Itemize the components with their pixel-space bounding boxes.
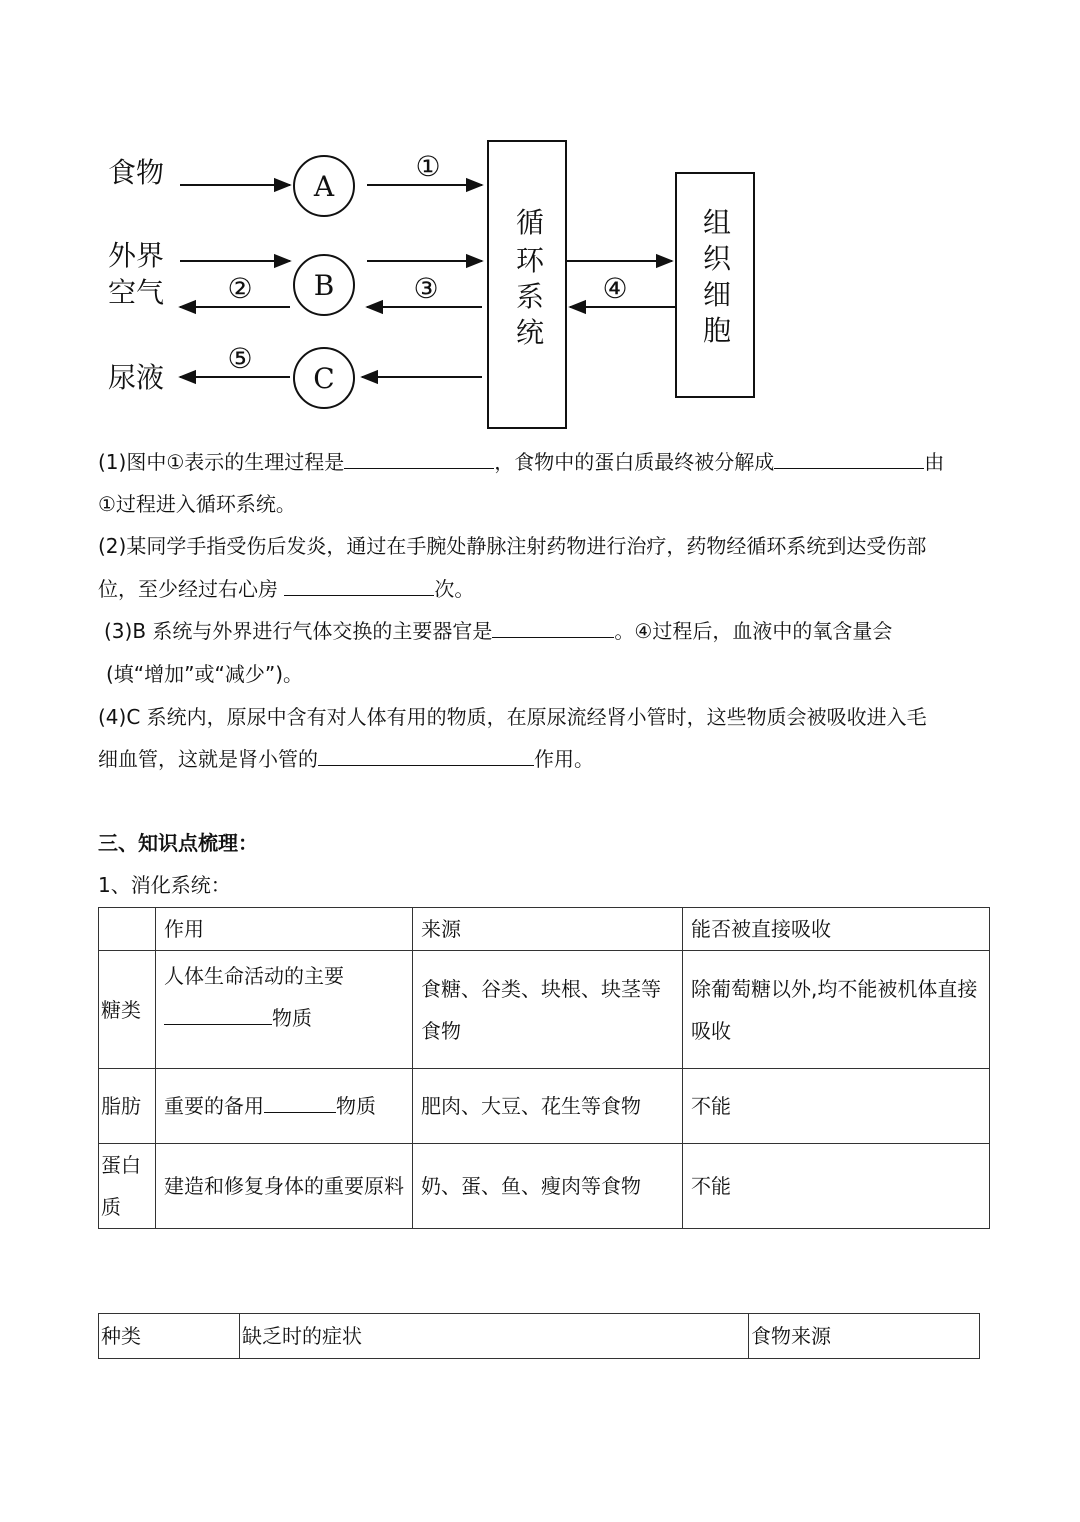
role-cell (156, 1069, 413, 1144)
label-outside: 外界 (108, 239, 165, 272)
question-4-line-1: (4)C 系统内，原尿中含有对人体有用的物质，在原尿流经肾小管时，这些物质会被吸收进入毛 (98, 705, 927, 729)
text: 物质 (272, 1006, 312, 1030)
section-title: 三、知识点梳理： (98, 831, 258, 855)
table-row (99, 1069, 990, 1144)
label-urine: 尿液 (108, 361, 165, 394)
source-cell: 奶、蛋、鱼、瘦肉等食物 (413, 1144, 683, 1229)
digestion-circulation-diagram (0, 0, 1080, 440)
header-cell: 种类 (99, 1314, 240, 1359)
subsection-title: 1、消化系统： (98, 873, 231, 897)
text: 作用。 (534, 747, 594, 771)
step-1: ① (415, 150, 441, 183)
tissue-char: 胞 (702, 314, 732, 347)
nutrient-table (98, 907, 990, 1229)
label-b: B (313, 269, 335, 302)
text: 细血管，这就是肾小管的 (98, 747, 318, 771)
answer-blank[interactable] (284, 575, 434, 596)
answer-blank[interactable] (492, 617, 614, 638)
circulation-char: 系 (515, 280, 545, 313)
text: (3)B 系统与外界进行气体交换的主要器官是 (104, 619, 493, 643)
header-cell: 作用 (156, 908, 413, 951)
answer-blank[interactable] (264, 1092, 336, 1113)
step-2: ② (227, 272, 253, 305)
answer-blank[interactable] (774, 448, 924, 469)
source-cell: 食糖、谷类、块根、块茎等食物 (413, 951, 683, 1069)
question-3-line-2: (填“增加”或“减少”)。 (106, 662, 304, 686)
answer-blank[interactable] (318, 745, 534, 766)
absorb-cell: 不能 (683, 1144, 990, 1229)
tissue-char: 织 (702, 242, 732, 275)
question-2-line-1: (2)某同学手指受伤后发炎，通过在手腕处静脉注射药物进行治疗，药物经循环系统到达受伤部 (98, 534, 927, 558)
question-1-line-1 (98, 448, 944, 476)
question-3-line-1 (104, 617, 892, 645)
source-cell: 肥肉、大豆、花生等食物 (413, 1069, 683, 1144)
text: 由 (924, 450, 945, 474)
table-header-row (99, 908, 990, 951)
absorb-cell: 除葡萄糖以外,均不能被机体直接吸收 (683, 951, 990, 1069)
header-cell (99, 908, 156, 951)
absorb-cell: 不能 (683, 1069, 990, 1144)
nutrient-name: 糖类 (99, 951, 156, 1069)
role-cell (156, 951, 413, 1069)
tissue-char: 组 (702, 206, 732, 239)
tissue-char: 细 (702, 278, 732, 311)
table-row (99, 951, 990, 1069)
table-row (99, 1144, 990, 1229)
text: 次。 (434, 577, 475, 601)
text: 重要的备用 (164, 1094, 264, 1118)
nutrient-name: 蛋白质 (99, 1144, 156, 1229)
vitamin-table (98, 1313, 980, 1359)
label-air: 空气 (108, 276, 165, 309)
role-blank-line (164, 1001, 404, 1035)
circulation-char: 统 (515, 316, 545, 349)
label-a: A (313, 170, 335, 203)
question-4-line-2 (98, 745, 594, 773)
role-cell: 建造和修复身体的重要原料 (156, 1144, 413, 1229)
step-4: ④ (602, 272, 628, 305)
header-cell: 缺乏时的症状 (240, 1314, 749, 1359)
label-food: 食物 (108, 156, 165, 189)
nutrient-name: 脂肪 (99, 1069, 156, 1144)
circulation-char: 循 (515, 206, 545, 239)
answer-blank[interactable] (344, 448, 494, 469)
question-1-line-2: ①过程进入循环系统。 (98, 492, 296, 516)
table-header-row (99, 1314, 980, 1359)
text: 物质 (336, 1094, 376, 1118)
step-3: ③ (413, 272, 439, 305)
text: 人体生命活动的主要 (164, 964, 344, 988)
step-5: ⑤ (227, 342, 253, 375)
header-cell: 能否被直接吸收 (683, 908, 990, 951)
text: (1)图中①表示的生理过程是 (98, 450, 345, 474)
header-cell: 食物来源 (749, 1314, 980, 1359)
question-2-line-2 (98, 575, 474, 603)
answer-blank[interactable] (164, 1004, 272, 1025)
label-c: C (313, 362, 335, 395)
text: 。④过程后，血液中的氧含量会 (614, 619, 893, 643)
text: ，食物中的蛋白质最终被分解成 (494, 450, 775, 474)
text: 位，至少经过右心房 (98, 577, 285, 601)
header-cell: 来源 (413, 908, 683, 951)
circulation-char: 环 (515, 244, 545, 277)
